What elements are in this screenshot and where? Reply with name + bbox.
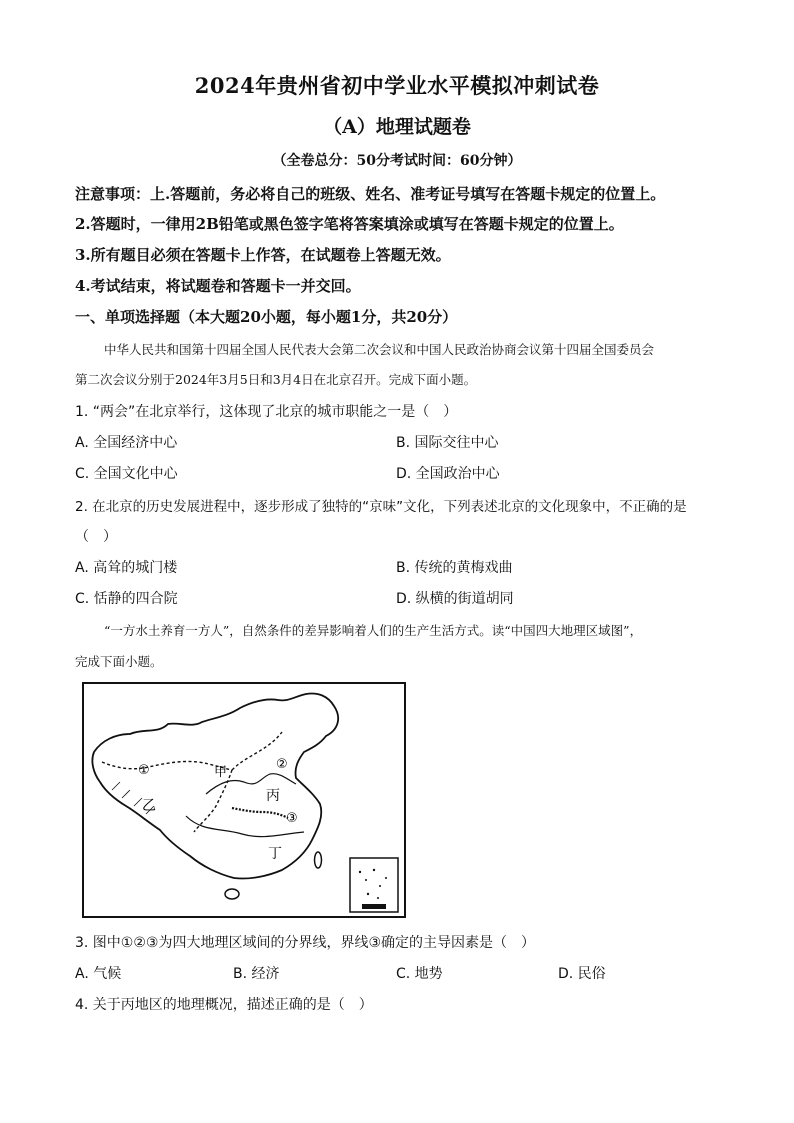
q3-option-c: C. 地势 (396, 966, 443, 982)
note-3: 3.所有题目必须在答题卡上作答，在试题卷上答题无效。 (75, 246, 451, 264)
q3-stem: 3. 图中①②③为四大地理区域间的分界线，界线③确定的主导因素是（ ） (75, 935, 536, 951)
q3-option-b: B. 经济 (233, 966, 280, 982)
q3-option-a: A. 气候 (75, 966, 122, 982)
passage1-line2: 第二次会议分别于2024年3月5日和3月4日在北京召开。完成下面小题。 (75, 372, 477, 387)
region-label-ding: 丁 (268, 846, 282, 862)
marker-3: ③ (286, 811, 298, 826)
passage2-line2: 完成下面小题。 (75, 654, 163, 669)
marker-1: ① (138, 763, 150, 778)
region-label-yi: 乙 (142, 798, 156, 814)
note-1: 注意事项：上.答题前，务必将自己的班级、姓名、准考证号填写在答题卡规定的位置上。 (75, 185, 666, 203)
q1-option-b: B. 国际交往中心 (396, 435, 499, 451)
marker-2: ② (276, 757, 288, 772)
q1-option-d: D. 全国政治中心 (396, 466, 500, 482)
score-info: （全卷总分：50分考试时间：60分钟） (272, 153, 522, 169)
q4-stem: 4. 关于丙地区的地理概况，描述正确的是（ ） (75, 997, 373, 1013)
note-2: 2.答题时，一律用2B铅笔或黑色签字笔将答案填涂或填写在答题卡规定的位置上。 (75, 215, 624, 233)
region-label-bing: 丙 (266, 788, 280, 804)
q2-option-d: D. 纵横的街道胡同 (396, 591, 514, 607)
passage2-line1: “一方水土养育一方人”，自然条件的差异影响着人们的生产生活方式。读“中国四大地理区域图”， (104, 623, 643, 638)
q2-stem: 2. 在北京的历史发展进程中，逐步形成了独特的“京味”文化，下列表述北京的文化现象中，不正确的是 (75, 499, 687, 515)
section-heading: 一、单项选择题（本大题20小题，每小题1分，共20分） (75, 308, 458, 326)
q2-option-a: A. 高耸的城门楼 (75, 560, 178, 576)
q2-stem-bracket: （ ） (75, 529, 117, 545)
exam-title: 2024年贵州省初中学业水平模拟冲刺试卷 (194, 73, 600, 98)
note-4: 4.考试结束，将试题卷和答题卡一并交回。 (75, 277, 361, 295)
china-regions-map (82, 682, 406, 918)
inset-scale-bar (362, 904, 386, 909)
q1-stem: 1. “两会”在北京举行，这体现了北京的城市职能之一是（ ） (75, 404, 458, 420)
exam-subtitle: （A）地理试题卷 (323, 116, 471, 138)
q1-option-c: C. 全国文化中心 (75, 466, 178, 482)
q2-option-c: C. 恬静的四合院 (75, 591, 178, 607)
q1-option-a: A. 全国经济中心 (75, 435, 178, 451)
south-sea-inset (350, 858, 398, 912)
q2-option-b: B. 传统的黄梅戏曲 (396, 560, 513, 576)
q3-option-d: D. 民俗 (558, 966, 606, 982)
passage1-line1: 中华人民共和国第十四届全国人民代表大会第二次会议和中国人民政治协商会议第十四届全国委员会 (104, 342, 655, 357)
region-label-jia: 甲 (214, 765, 228, 780)
